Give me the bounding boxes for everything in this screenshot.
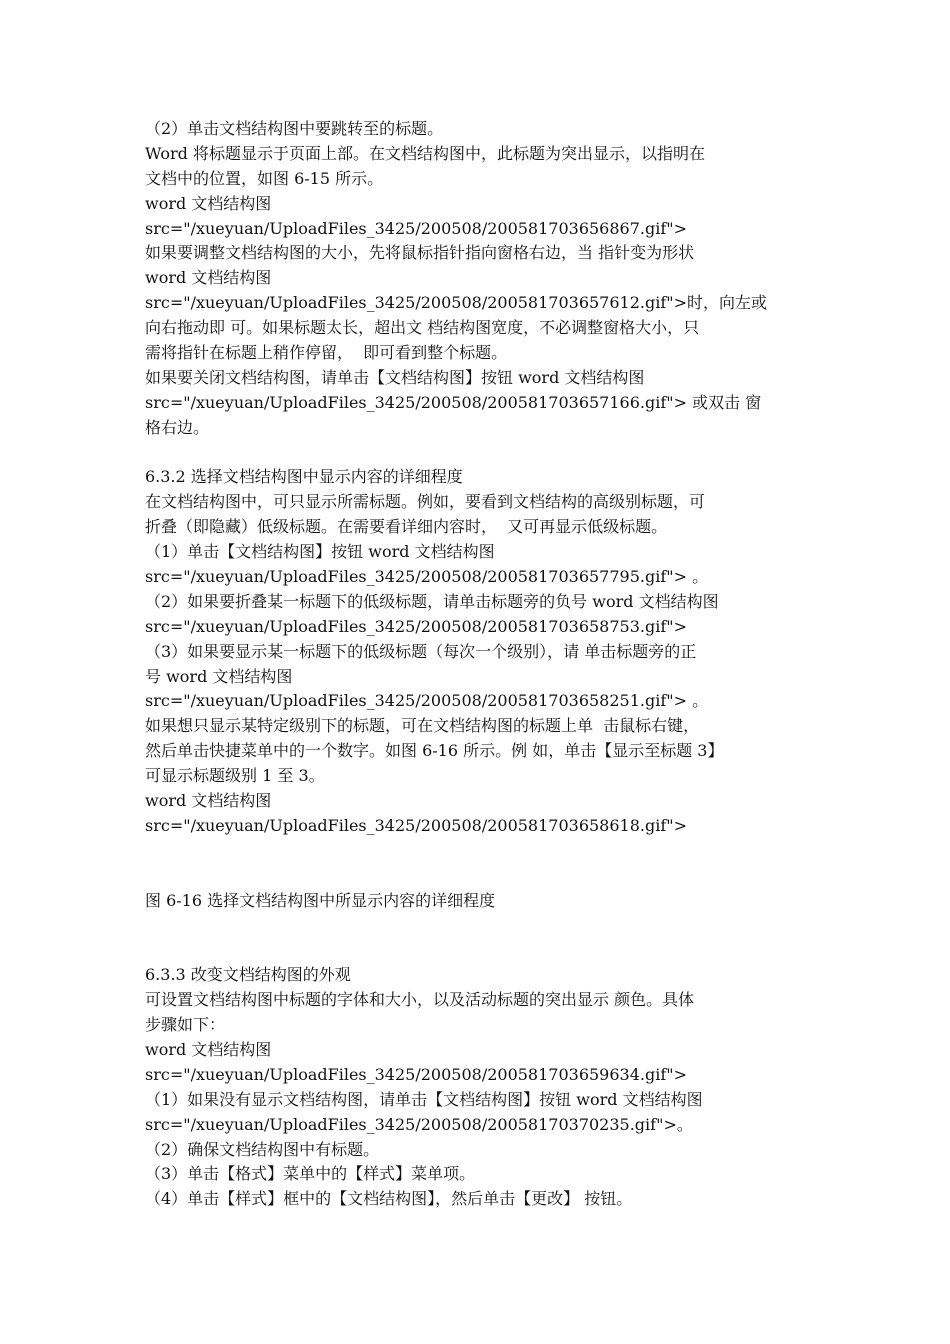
spacer: [145, 938, 817, 963]
paragraph-line: （4）单击【样式】框中的【文档结构图】，然后单击【更改】 按钮。: [145, 1189, 633, 1209]
paragraph-line: 如果想只显示某特定级别下的标题，可在文档结构图的标题上单 击鼠标右键，: [145, 716, 700, 736]
paragraph-line: 可设置文档结构图中标题的字体和大小，以及活动标题的突出显示 颜色。具体: [145, 990, 695, 1010]
paragraph-line: 然后单击快捷菜单中的一个数字。如图 6-16 所示。例 如，单击【显示至标题 3】: [145, 741, 724, 761]
figure-caption: 图 6-16 选择文档结构图中所显示内容的详细程度: [145, 890, 496, 910]
paragraph-line: 如果要调整文档结构图的大小，先将鼠标指针指向窗格右边，当 指针变为形状: [145, 243, 695, 263]
image-src-text: src="/xueyuan/UploadFiles_3425/200508/20058170365861‌8.gif">: [145, 815, 688, 835]
section-heading: 6.3.3 改变文档结构图的外观: [145, 965, 351, 985]
paragraph-line: Word 将标题显示于页面上部。在文档结构图中，此标题为突出显示，以指明在: [145, 143, 705, 163]
paragraph-line: 折叠（即隐藏）低级标题。在需要看详细内容时， 又可再显示低级标题。: [145, 517, 668, 537]
image-src-text: src="/xueyuan/UploadFiles_3425/200508/20058170365875‌3.gif">: [145, 616, 688, 636]
paragraph-line: 文档中的位置，如图 6-15 所示。: [145, 168, 384, 188]
paragraph-line: （3）如果要显示某一标题下的低级标题（每次一个级别），请 单击标题旁的正: [145, 641, 697, 661]
spacer: [145, 839, 817, 864]
image-alt-text: word 文档结构图: [145, 193, 272, 213]
image-alt-text: word 文档结构图: [145, 1039, 272, 1059]
paragraph-line: （1）如果没有显示文档结构图，请单击【文档结构图】按钮 word 文档结构图: [145, 1089, 703, 1109]
paragraph-line: （2）单击文档结构图中要跳转至的标题。: [145, 119, 444, 138]
spacer: [145, 864, 817, 889]
image-src-text: src="/xueyuan/UploadFiles_3425/200508/20058170365686‌7.gif">: [145, 218, 688, 238]
paragraph-line: 可显示标题级别 1 至 3。: [145, 766, 325, 786]
paragraph-line: 格右边。: [145, 417, 210, 437]
document-body: [145, 117, 817, 1212]
image-alt-text: word 文档结构图: [145, 268, 272, 288]
section-heading: 6.3.2 选择文档结构图中显示内容的详细程度: [145, 467, 463, 487]
image-src-text: src="/xueyuan/UploadFiles_3425/200508/20058170365761‌2.gif">时，向左或: [145, 293, 768, 313]
paragraph-line: （2）如果要折叠某一标题下的低级标题，请单击标题旁的负号 word 文档结构图: [145, 591, 719, 611]
paragraph-line: 如果要关闭文档结构图，请单击【文档结构图】按钮 word 文档结构图: [145, 367, 645, 387]
spacer: [145, 441, 817, 466]
image-src-text: src="/xueyuan/UploadFiles_3425/200508/20058170365779‌5.gif"> 。: [145, 567, 709, 587]
paragraph-line: 需将指针在标题上稍作停留， 即可看到整个标题。: [145, 343, 508, 363]
image-src-text: src="/xueyuan/UploadFiles_3425/200508/20058170365716‌6.gif"> 或双击 窗: [145, 392, 762, 412]
paragraph-line: （3）单击【格式】菜单中的【样式】菜单项。: [145, 1164, 476, 1184]
paragraph-line: 向右拖动即 可。如果标题太长，超出文 档结构图宽度，不必调整窗格大小，只: [145, 318, 700, 338]
paragraph-line: 在文档结构图中，可只显示所需标题。例如，要看到文档结构的高级别标题，可: [145, 492, 706, 512]
image-src-text: src="/xueyuan/UploadFiles_3425/200508/20058170365825‌1.gif"> 。: [145, 691, 709, 711]
paragraph-line: 步骤如下：: [145, 1015, 226, 1035]
spacer: [145, 914, 817, 939]
paragraph-line: 号 word 文档结构图: [145, 666, 293, 686]
image-src-text: src="/xueyuan/UploadFiles_3425/200508/20058170370235.gif">。: [145, 1114, 693, 1134]
paragraph-line: （1）单击【文档结构图】按钮 word 文档结构图: [145, 542, 495, 562]
paragraph-line: （2）确保文档结构图中有标题。: [145, 1139, 380, 1159]
image-alt-text: word 文档结构图: [145, 791, 272, 811]
image-src-text: src="/xueyuan/UploadFiles_3425/200508/20058170365963‌4.gif">: [145, 1064, 688, 1084]
